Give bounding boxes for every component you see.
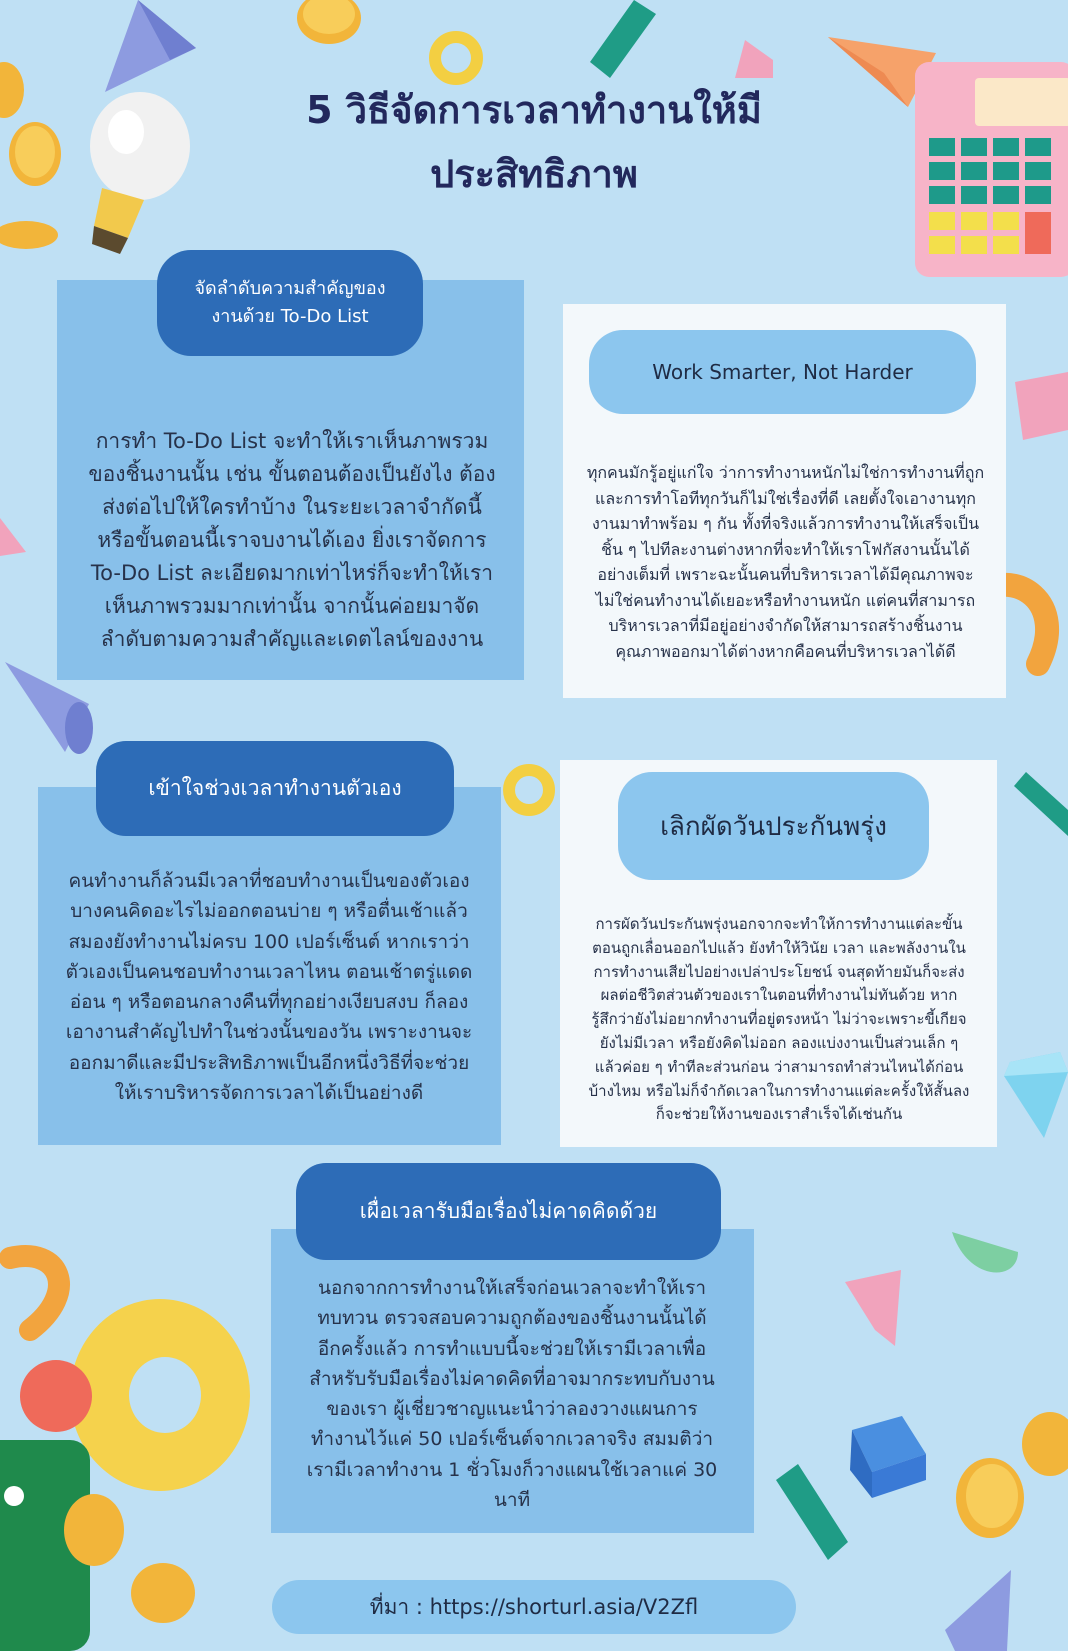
section-3-heading: เข้าใจช่วงเวลาทำงานตัวเอง: [96, 741, 454, 836]
coin-decoration-bottom-right-2: [1020, 1410, 1068, 1480]
ring-decoration-middle: [502, 762, 556, 818]
cube-decoration: [842, 1410, 932, 1500]
page-title-line-1: 5 วิธีจัดการเวลาทำงานให้มี: [306, 88, 762, 132]
section-5-body: นอกจากการทำงานให้เสร็จก่อนเวลาจะทำให้เราทบทวน ตรวจสอบความถูกต้องของชิ้นงานนั้นได้อีกครั้งแล้ว การทำแบบนี้จะช่วยให้เรามีเวลาเพื่อสำหรับรับมือเรื่องไม่คาดคิดที่อาจมากระทบกับงานของเรา ผู้เชี่ยวชาญแนะนำว่าลองวางแผนการทำงานไว้แค่ 50 เปอร์เซ็นต์จากเวลาจริง สมมติว่าเรามีเวลาทำงาน 1 ชั่วโมงก็วางแผนใช้เวลาแค่ 30 นาที: [306, 1277, 718, 1512]
coin-decoration-bottom-left: [60, 1490, 130, 1570]
diamond-decoration: [1000, 1052, 1068, 1142]
coin-decoration-left-3: [0, 215, 60, 255]
section-4-heading: เลิกผัดวันประกันพรุ่ง: [618, 772, 929, 880]
coin-decoration-bottom-right-1: [950, 1452, 1030, 1542]
section-1-heading-line-1: จัดลำดับความสำคัญของ: [194, 278, 386, 299]
page-title-line-2: ประสิทธิภาพ: [430, 152, 638, 196]
stairs-decoration-left: [0, 518, 28, 558]
source-link[interactable]: ที่มา : https://shorturl.asia/V2Zfl: [272, 1580, 796, 1634]
cylinder-decoration-right: [1012, 770, 1068, 840]
stairs-decoration-top: [735, 40, 775, 80]
cylinder-decoration-bottom: [770, 1462, 850, 1562]
stairs-decoration-bottom: [845, 1270, 903, 1350]
half-sphere-decoration: [948, 1222, 1020, 1282]
section-5-heading: เผื่อเวลารับมือเรื่องไม่คาดคิดด้วย: [296, 1163, 721, 1260]
section-2-body: ทุกคนมักรู้อยู่แก่ใจ ว่าการทำงานหนักไม่ใช่การทำงานที่ถูกและการทำโอทีทุกวันก็ไม่ใช่เรื่องที่ดี เลยตั้งใจเอางานทุกงานมาทำพร้อม ๆ กัน ทั้งที่จริงแล้วการทำงานให้เสร็จเป็นชิ้น ๆ ไปทีละงานต่างหากที่จะทำให้เราโฟกัสงานนั้นได้อย่างเต็มที่ เพราะฉะนั้นคนที่บริหารเวลาได้มีคุณภาพจะไม่ใช่คนทำงานได้เยอะหรือทำงานหนัก แต่คนที่สามารถบริหารเวลาที่มีอยู่อย่างจำกัดให้สามารถสร้างชิ้นงานคุณภาพออกมาได้ต่างหากคือคนที่บริหารเวลาได้ดี: [586, 463, 985, 661]
section-1-heading: [157, 250, 423, 356]
section-3-body: คนทำงานก็ล้วนมีเวลาที่ชอบทำงานเป็นของตัวเอง บางคนคิดอะไรไม่ออกตอนบ่าย ๆ หรือตื่นเช้าแล้วสมองยังทำงานไม่ครบ 100 เปอร์เซ็นต์ หากเราว่าตัวเองเป็นคนชอบทำงานเวลาไหน ตอนเช้าตรู่แดดอ่อน ๆ หรือตอนกลางคืนที่ทุกอย่างเงียบสงบ ก็ลองเอางานสำคัญไปทำในช่วงนั้นของวัน เพราะงานจะออกมาดีและมีประสิทธิภาพเป็นอีกหนึ่งวิธีที่จะช่วยให้เราบริหารจัดการเวลาได้เป็นอย่างดี: [65, 870, 473, 1105]
page-title: [0, 78, 1068, 206]
cone-decoration-bottom-right: [935, 1570, 1015, 1651]
stairs-decoration-right: [1015, 372, 1068, 442]
coin-decoration-top: [295, 0, 365, 50]
section-2-heading: Work Smarter, Not Harder: [589, 330, 976, 414]
coin-decoration-bottom-center: [128, 1558, 198, 1628]
section-1-body: การทำ To-Do List จะทำให้เราเห็นภาพรวมของชิ้นงานนั้น เช่น ขั้นตอนต้องเป็นยังไง ต้องส่งต่อไปให้ใครทำบ้าง ในระยะเวลาจำกัดนี้ หรือขั้นตอนนี้เราจบงานได้เอง ยิ่งเราจัดการ To-Do List ละเอียดมากเท่าไหร่ก็จะทำให้เราเห็นภาพรวมมากเท่านั้น จากนั้นค่อยมาจัดลำดับตามความสำคัญและเดตไลน์ของงาน: [88, 429, 496, 651]
section-1-heading-line-2: งานด้วย To-Do List: [211, 306, 369, 327]
cylinder-decoration-top: [590, 0, 660, 80]
ball-decoration: [18, 1358, 94, 1434]
section-4-body: การผัดวันประกันพรุ่งนอกจากจะทำให้การทำงานแต่ละขั้นตอนถูกเลื่อนออกไปแล้ว ยังทำให้วินัย เวลา และพลังงานในการทำงานเสียไปอย่างเปล่าประโยชน์ จนสุดท้ายมันก็จะส่งผลต่อชีวิตส่วนตัวของเราในตอนที่ทำงานไม่ทันด้วย หากรู้สึกว่ายังไม่อยากทำงานที่อยู่ตรงหน้า ไม่ว่าจะเพราะขี้เกียจ ยังไม่มีเวลา หรือยังคิดไม่ออก ลองแบ่งงานเป็นส่วนเล็ก ๆ แล้วค่อย ๆ ทำทีละส่วนก่อน ว่าสามารถทำส่วนไหนได้ก่อนบ้างไหม หรือไม่ก็จำกัดเวลาในการทำงานแต่ละครั้งให้สั้นลงก็จะช่วยให้งานของเราสำเร็จได้เช่นกัน: [588, 915, 970, 1124]
